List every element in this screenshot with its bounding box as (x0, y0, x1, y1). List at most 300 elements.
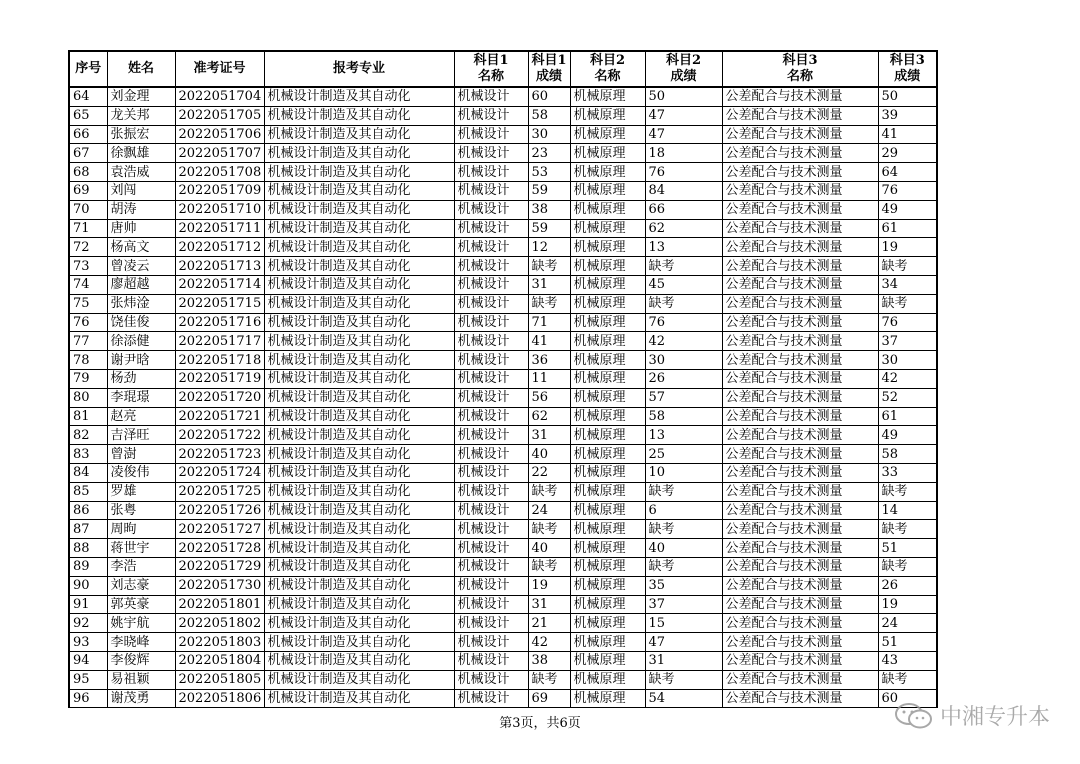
table-cell-index: 93 (69, 633, 107, 652)
watermark-text: 中湘专升本 (939, 705, 1050, 730)
table-cell-subject3-score: 29 (878, 144, 937, 163)
table-cell-subject1-score: 56 (528, 388, 570, 407)
table-cell-subject3-score: 42 (878, 369, 937, 388)
table-cell-subject1-score: 21 (528, 614, 570, 633)
table-cell-subject2-score: 50 (645, 87, 722, 106)
table-cell-exam-id: 2022051720 (175, 388, 264, 407)
table-cell-subject2-name: 机械原理 (570, 595, 645, 614)
table-cell-subject1-score: 58 (528, 106, 570, 125)
table-cell-name: 李晓峰 (107, 633, 175, 652)
table-cell-subject3-score: 14 (878, 501, 937, 520)
table-cell-subject2-name: 机械原理 (570, 106, 645, 125)
table-row (69, 181, 937, 200)
header-col-subject3-name (722, 51, 878, 87)
table-cell-name: 谢茂勇 (107, 689, 175, 708)
table-cell-major: 机械设计制造及其自动化 (264, 181, 454, 200)
table-cell-subject3-name: 公差配合与技术测量 (722, 313, 878, 332)
table-cell-subject1-name: 机械设计 (454, 87, 528, 106)
table-row (69, 87, 937, 106)
header-line1: 序号 (75, 61, 102, 76)
table-cell-subject3-score: 51 (878, 539, 937, 558)
table-cell-subject1-name: 机械设计 (454, 445, 528, 464)
table-row (69, 445, 937, 464)
table-cell-subject1-name: 机械设计 (454, 200, 528, 219)
table-row (69, 238, 937, 257)
table-cell-subject1-name: 机械设计 (454, 407, 528, 426)
table-cell-subject2-name: 机械原理 (570, 275, 645, 294)
table-cell-exam-id: 2022051713 (175, 257, 264, 276)
table-cell-subject3-score: 43 (878, 651, 937, 670)
table-cell-subject1-name: 机械设计 (454, 332, 528, 351)
table-cell-subject3-score: 26 (878, 576, 937, 595)
header-col-subject1-name (454, 51, 528, 87)
table-cell-major: 机械设计制造及其自动化 (264, 501, 454, 520)
table-cell-subject3-score: 37 (878, 332, 937, 351)
header-col-index (69, 51, 107, 87)
table-row (69, 351, 937, 370)
table-cell-name: 赵亮 (107, 407, 175, 426)
table-cell-subject2-score: 84 (645, 181, 722, 200)
table-cell-name: 曾凌云 (107, 257, 175, 276)
table-cell-subject2-score: 25 (645, 445, 722, 464)
table-cell-subject1-score: 24 (528, 501, 570, 520)
table-cell-subject1-score: 42 (528, 633, 570, 652)
table-row (69, 257, 937, 276)
table-cell-subject1-score: 12 (528, 238, 570, 257)
table-row (69, 520, 937, 539)
table-cell-name: 胡涛 (107, 200, 175, 219)
table-cell-index: 69 (69, 181, 107, 200)
table-cell-subject2-name: 机械原理 (570, 144, 645, 163)
header-line1: 科目1 (531, 53, 567, 68)
table-cell-index: 65 (69, 106, 107, 125)
table-cell-major: 机械设计制造及其自动化 (264, 651, 454, 670)
table-cell-subject3-name: 公差配合与技术测量 (722, 633, 878, 652)
table-cell-exam-id: 2022051727 (175, 520, 264, 539)
table-cell-subject1-name: 机械设计 (454, 520, 528, 539)
table-cell-exam-id: 2022051723 (175, 445, 264, 464)
table-cell-subject3-name: 公差配合与技术测量 (722, 125, 878, 144)
table-cell-name: 徐添健 (107, 332, 175, 351)
table-cell-exam-id: 2022051806 (175, 689, 264, 708)
header-line1: 科目3 (889, 53, 925, 68)
table-cell-exam-id: 2022051729 (175, 557, 264, 576)
table-cell-major: 机械设计制造及其自动化 (264, 106, 454, 125)
table-cell-major: 机械设计制造及其自动化 (264, 557, 454, 576)
table-cell-name: 蒋世宇 (107, 539, 175, 558)
table-cell-major: 机械设计制造及其自动化 (264, 463, 454, 482)
table-cell-subject3-name: 公差配合与技术测量 (722, 238, 878, 257)
table-cell-subject1-score: 71 (528, 313, 570, 332)
table-cell-subject3-score: 缺考 (878, 557, 937, 576)
table-cell-index: 78 (69, 351, 107, 370)
table-cell-exam-id: 2022051711 (175, 219, 264, 238)
table-row (69, 426, 937, 445)
table-cell-subject1-name: 机械设计 (454, 275, 528, 294)
table-cell-exam-id: 2022051705 (175, 106, 264, 125)
table-row (69, 106, 937, 125)
table-cell-subject3-score: 52 (878, 388, 937, 407)
table-cell-exam-id: 2022051712 (175, 238, 264, 257)
table-cell-exam-id: 2022051718 (175, 351, 264, 370)
table-cell-subject3-name: 公差配合与技术测量 (722, 87, 878, 106)
table-cell-index: 80 (69, 388, 107, 407)
table-cell-subject3-name: 公差配合与技术测量 (722, 351, 878, 370)
table-cell-exam-id: 2022051717 (175, 332, 264, 351)
table-cell-major: 机械设计制造及其自动化 (264, 388, 454, 407)
table-cell-subject1-name: 机械设计 (454, 576, 528, 595)
table-cell-major: 机械设计制造及其自动化 (264, 144, 454, 163)
table-cell-subject1-score: 59 (528, 219, 570, 238)
table-cell-subject1-score: 40 (528, 539, 570, 558)
table-cell-subject2-name: 机械原理 (570, 219, 645, 238)
table-cell-subject2-score: 76 (645, 313, 722, 332)
table-cell-subject2-name: 机械原理 (570, 238, 645, 257)
table-cell-subject1-score: 23 (528, 144, 570, 163)
table-cell-index: 75 (69, 294, 107, 313)
header-col-subject2-name (570, 51, 645, 87)
table-cell-name: 李浩 (107, 557, 175, 576)
table-cell-subject1-score: 22 (528, 463, 570, 482)
table-row (69, 200, 937, 219)
table-cell-subject1-name: 机械设计 (454, 181, 528, 200)
table-row (69, 670, 937, 689)
table-cell-major: 机械设计制造及其自动化 (264, 614, 454, 633)
table-cell-subject3-score: 30 (878, 351, 937, 370)
table-cell-subject2-name: 机械原理 (570, 313, 645, 332)
header-row (69, 51, 937, 87)
table-cell-subject3-name: 公差配合与技术测量 (722, 539, 878, 558)
header-line1: 科目2 (589, 53, 626, 68)
table-cell-subject1-score: 60 (528, 87, 570, 106)
table-cell-subject1-name: 机械设计 (454, 313, 528, 332)
watermark (894, 700, 1050, 731)
table-cell-exam-id: 2022051715 (175, 294, 264, 313)
table-cell-subject1-name: 机械设计 (454, 539, 528, 558)
table-cell-name: 刘闯 (107, 181, 175, 200)
table-cell-subject2-score: 57 (645, 388, 722, 407)
table-cell-major: 机械设计制造及其自动化 (264, 163, 454, 182)
table-cell-subject2-score: 58 (645, 407, 722, 426)
header-line1: 科目3 (782, 53, 818, 68)
table-cell-index: 95 (69, 670, 107, 689)
table-cell-subject2-name: 机械原理 (570, 200, 645, 219)
table-cell-exam-id: 2022051706 (175, 125, 264, 144)
table-cell-subject3-name: 公差配合与技术测量 (722, 369, 878, 388)
table-cell-subject1-score: 41 (528, 332, 570, 351)
header-line2: 名称 (477, 69, 504, 84)
table-row (69, 595, 937, 614)
table-cell-name: 吉泽旺 (107, 426, 175, 445)
table-cell-subject3-name: 公差配合与技术测量 (722, 426, 878, 445)
table-cell-name: 杨劲 (107, 369, 175, 388)
table-row (69, 501, 937, 520)
table-cell-index: 68 (69, 163, 107, 182)
table-cell-index: 87 (69, 520, 107, 539)
table-cell-major: 机械设计制造及其自动化 (264, 294, 454, 313)
table-cell-index: 71 (69, 219, 107, 238)
table-cell-subject2-score: 30 (645, 351, 722, 370)
table-cell-subject1-name: 机械设计 (454, 595, 528, 614)
table-cell-subject2-name: 机械原理 (570, 445, 645, 464)
table-cell-subject2-name: 机械原理 (570, 482, 645, 501)
table-cell-subject2-score: 10 (645, 463, 722, 482)
table-cell-subject3-score: 49 (878, 426, 937, 445)
table-cell-subject3-name: 公差配合与技术测量 (722, 445, 878, 464)
table-cell-subject1-score: 31 (528, 275, 570, 294)
table-cell-name: 杨高文 (107, 238, 175, 257)
table-cell-major: 机械设计制造及其自动化 (264, 445, 454, 464)
table-body (69, 87, 937, 708)
table-cell-major: 机械设计制造及其自动化 (264, 200, 454, 219)
table-cell-subject3-score: 41 (878, 125, 937, 144)
table-cell-exam-id: 2022051708 (175, 163, 264, 182)
table-cell-subject3-score: 60 (878, 689, 937, 708)
header-line1: 姓名 (127, 61, 154, 76)
table-cell-name: 易祖颖 (107, 670, 175, 689)
table-cell-index: 94 (69, 651, 107, 670)
table-cell-major: 机械设计制造及其自动化 (264, 633, 454, 652)
table-cell-major: 机械设计制造及其自动化 (264, 238, 454, 257)
table-cell-major: 机械设计制造及其自动化 (264, 219, 454, 238)
table-cell-subject1-name: 机械设计 (454, 482, 528, 501)
table-cell-index: 89 (69, 557, 107, 576)
table-cell-subject3-name: 公差配合与技术测量 (722, 614, 878, 633)
table-cell-exam-id: 2022051730 (175, 576, 264, 595)
table-cell-name: 李俊辉 (107, 651, 175, 670)
table-cell-index: 85 (69, 482, 107, 501)
table-cell-subject3-score: 19 (878, 238, 937, 257)
table-row (69, 651, 937, 670)
table-cell-exam-id: 2022051722 (175, 426, 264, 445)
table-cell-subject1-name: 机械设计 (454, 463, 528, 482)
header-col-exam-id (175, 51, 264, 87)
table-cell-major: 机械设计制造及其自动化 (264, 369, 454, 388)
table-cell-subject2-name: 机械原理 (570, 257, 645, 276)
table-cell-subject1-score: 38 (528, 651, 570, 670)
table-cell-subject1-name: 机械设计 (454, 125, 528, 144)
table-cell-subject1-score: 缺考 (528, 670, 570, 689)
table-cell-name: 徐飘雄 (107, 144, 175, 163)
table-cell-major: 机械设计制造及其自动化 (264, 313, 454, 332)
table-cell-index: 70 (69, 200, 107, 219)
table-cell-major: 机械设计制造及其自动化 (264, 87, 454, 106)
table-cell-exam-id: 2022051716 (175, 313, 264, 332)
table-cell-subject1-score: 缺考 (528, 294, 570, 313)
table-cell-exam-id: 2022051709 (175, 181, 264, 200)
table-cell-subject2-name: 机械原理 (570, 520, 645, 539)
table-cell-major: 机械设计制造及其自动化 (264, 407, 454, 426)
header-line1: 科目2 (665, 53, 702, 68)
table-cell-subject2-score: 13 (645, 238, 722, 257)
table-cell-index: 66 (69, 125, 107, 144)
table-cell-major: 机械设计制造及其自动化 (264, 275, 454, 294)
table-cell-subject3-score: 51 (878, 633, 937, 652)
table-cell-index: 81 (69, 407, 107, 426)
header-col-subject1-score (528, 51, 570, 87)
table-cell-subject3-name: 公差配合与技术测量 (722, 595, 878, 614)
table-cell-name: 袁浩威 (107, 163, 175, 182)
score-table (68, 50, 938, 708)
table-cell-index: 83 (69, 445, 107, 464)
table-row (69, 482, 937, 501)
table-cell-exam-id: 2022051801 (175, 595, 264, 614)
table-cell-exam-id: 2022051728 (175, 539, 264, 558)
table-cell-subject1-name: 机械设计 (454, 106, 528, 125)
table-cell-subject3-name: 公差配合与技术测量 (722, 332, 878, 351)
table-cell-subject2-score: 42 (645, 332, 722, 351)
table-cell-subject3-name: 公差配合与技术测量 (722, 106, 878, 125)
table-row (69, 633, 937, 652)
table-row (69, 388, 937, 407)
table-row (69, 539, 937, 558)
header-col-name (107, 51, 175, 87)
table-cell-subject2-score: 缺考 (645, 257, 722, 276)
table-cell-index: 92 (69, 614, 107, 633)
table-cell-index: 64 (69, 87, 107, 106)
table-cell-subject2-name: 机械原理 (570, 369, 645, 388)
table-cell-subject1-name: 机械设计 (454, 238, 528, 257)
table-cell-subject2-name: 机械原理 (570, 294, 645, 313)
table-cell-subject1-score: 缺考 (528, 482, 570, 501)
table-cell-name: 张粤 (107, 501, 175, 520)
table-cell-subject1-score: 11 (528, 369, 570, 388)
table-cell-subject3-name: 公差配合与技术测量 (722, 163, 878, 182)
table-cell-name: 周昫 (107, 520, 175, 539)
table-cell-subject3-name: 公差配合与技术测量 (722, 670, 878, 689)
table-cell-name: 饶佳俊 (107, 313, 175, 332)
table-cell-subject1-score: 30 (528, 125, 570, 144)
table-cell-subject2-name: 机械原理 (570, 181, 645, 200)
table-cell-major: 机械设计制造及其自动化 (264, 332, 454, 351)
table-cell-subject3-name: 公差配合与技术测量 (722, 689, 878, 708)
table-cell-subject1-name: 机械设计 (454, 614, 528, 633)
table-cell-name: 姚宇航 (107, 614, 175, 633)
table-cell-subject1-score: 36 (528, 351, 570, 370)
table-cell-subject3-score: 49 (878, 200, 937, 219)
table-cell-major: 机械设计制造及其自动化 (264, 257, 454, 276)
table-cell-subject1-score: 缺考 (528, 520, 570, 539)
table-cell-subject2-score: 缺考 (645, 294, 722, 313)
table-cell-exam-id: 2022051803 (175, 633, 264, 652)
table-cell-subject3-name: 公差配合与技术测量 (722, 576, 878, 595)
table-cell-subject3-score: 24 (878, 614, 937, 633)
table-cell-subject3-score: 76 (878, 181, 937, 200)
table-cell-subject2-score: 13 (645, 426, 722, 445)
table-cell-subject2-name: 机械原理 (570, 125, 645, 144)
table-cell-subject3-name: 公差配合与技术测量 (722, 294, 878, 313)
header-col-major (264, 51, 454, 87)
table-cell-subject1-score: 40 (528, 445, 570, 464)
table-cell-subject3-name: 公差配合与技术测量 (722, 463, 878, 482)
table-cell-subject1-name: 机械设计 (454, 689, 528, 708)
table-cell-major: 机械设计制造及其自动化 (264, 595, 454, 614)
table-cell-subject2-name: 机械原理 (570, 388, 645, 407)
table-cell-subject1-score: 31 (528, 595, 570, 614)
table-cell-major: 机械设计制造及其自动化 (264, 670, 454, 689)
table-cell-subject3-name: 公差配合与技术测量 (722, 501, 878, 520)
header-line2: 名称 (786, 69, 813, 84)
table-cell-name: 刘金理 (107, 87, 175, 106)
table-cell-subject2-score: 62 (645, 219, 722, 238)
table-row (69, 557, 937, 576)
table-cell-subject2-score: 缺考 (645, 670, 722, 689)
table-cell-subject2-score: 47 (645, 633, 722, 652)
table-cell-subject2-name: 机械原理 (570, 332, 645, 351)
table-cell-exam-id: 2022051721 (175, 407, 264, 426)
table-cell-exam-id: 2022051714 (175, 275, 264, 294)
table-cell-major: 机械设计制造及其自动化 (264, 689, 454, 708)
table-cell-subject3-score: 50 (878, 87, 937, 106)
table-cell-subject1-score: 69 (528, 689, 570, 708)
table-cell-name: 张振宏 (107, 125, 175, 144)
table-cell-exam-id: 2022051707 (175, 144, 264, 163)
table-cell-subject2-name: 机械原理 (570, 576, 645, 595)
table-cell-subject1-score: 缺考 (528, 257, 570, 276)
table-cell-name: 龙关邦 (107, 106, 175, 125)
table-cell-subject2-score: 26 (645, 369, 722, 388)
header-line1: 科目1 (473, 53, 509, 68)
table-cell-exam-id: 2022051805 (175, 670, 264, 689)
table-cell-subject1-name: 机械设计 (454, 351, 528, 370)
table-cell-subject3-name: 公差配合与技术测量 (722, 407, 878, 426)
table-cell-subject1-score: 31 (528, 426, 570, 445)
table-cell-index: 77 (69, 332, 107, 351)
table-cell-major: 机械设计制造及其自动化 (264, 125, 454, 144)
table-cell-subject2-name: 机械原理 (570, 614, 645, 633)
table-cell-subject1-score: 53 (528, 163, 570, 182)
table-cell-index: 90 (69, 576, 107, 595)
table-cell-subject2-name: 机械原理 (570, 87, 645, 106)
table-cell-subject2-score: 缺考 (645, 557, 722, 576)
header-line1: 准考证号 (193, 61, 246, 76)
table-cell-subject1-score: 19 (528, 576, 570, 595)
table-cell-index: 74 (69, 275, 107, 294)
header-line2: 名称 (594, 69, 621, 84)
table-cell-subject2-name: 机械原理 (570, 689, 645, 708)
table-cell-subject3-name: 公差配合与技术测量 (722, 520, 878, 539)
table-cell-subject1-name: 机械设计 (454, 633, 528, 652)
table-cell-exam-id: 2022051804 (175, 651, 264, 670)
table-cell-index: 72 (69, 238, 107, 257)
table-cell-major: 机械设计制造及其自动化 (264, 482, 454, 501)
table-cell-subject3-score: 19 (878, 595, 937, 614)
table-cell-subject3-name: 公差配合与技术测量 (722, 144, 878, 163)
table-cell-name: 刘志豪 (107, 576, 175, 595)
table-cell-subject2-score: 31 (645, 651, 722, 670)
table-cell-subject3-name: 公差配合与技术测量 (722, 181, 878, 200)
table-cell-name: 谢尹晗 (107, 351, 175, 370)
table-cell-subject2-score: 54 (645, 689, 722, 708)
table-cell-subject2-name: 机械原理 (570, 163, 645, 182)
page-number: 第3页，共6页 (499, 716, 581, 731)
table-cell-subject2-score: 15 (645, 614, 722, 633)
table-row (69, 576, 937, 595)
table-cell-exam-id: 2022051802 (175, 614, 264, 633)
table-cell-subject3-score: 61 (878, 219, 937, 238)
table-cell-name: 曾澍 (107, 445, 175, 464)
table-cell-subject3-name: 公差配合与技术测量 (722, 388, 878, 407)
table-cell-subject2-score: 缺考 (645, 482, 722, 501)
table-cell-index: 76 (69, 313, 107, 332)
table-cell-subject2-score: 40 (645, 539, 722, 558)
table-cell-subject1-name: 机械设计 (454, 651, 528, 670)
table-cell-subject2-name: 机械原理 (570, 426, 645, 445)
table-row (69, 463, 937, 482)
table-cell-subject1-name: 机械设计 (454, 557, 528, 576)
table-cell-subject1-name: 机械设计 (454, 219, 528, 238)
table-cell-exam-id: 2022051710 (175, 200, 264, 219)
